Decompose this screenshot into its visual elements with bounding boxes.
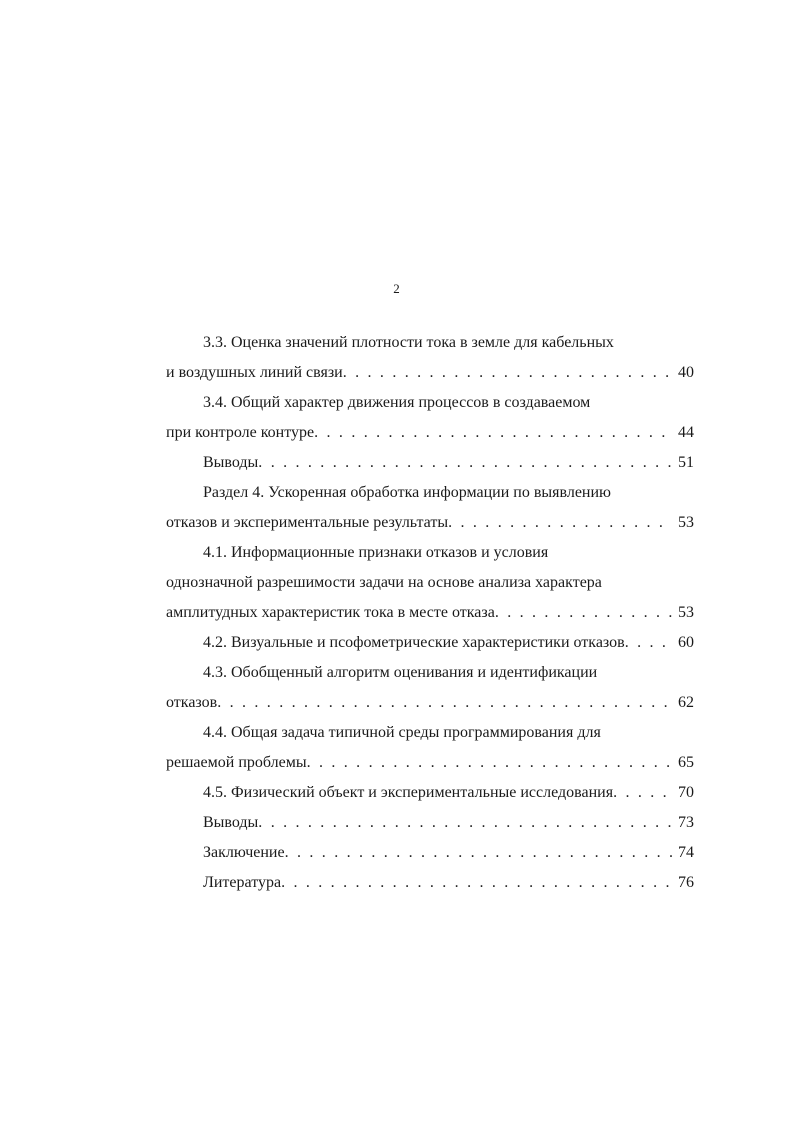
toc-entry-text: амплитудных характеристик тока в месте отказа [166, 604, 495, 621]
toc-entry-text: 3.3. Оценка значений плотности тока в земле для кабельных [203, 334, 614, 351]
toc-entry-text: отказов [166, 694, 218, 711]
toc-line [166, 448, 694, 478]
toc-page-number: 40 [678, 364, 694, 381]
toc-page-number: 51 [678, 454, 694, 471]
toc-line [166, 808, 694, 838]
dot-leader [625, 628, 672, 658]
toc-page-number: 76 [678, 874, 694, 891]
toc-entry-text: Литература [203, 874, 282, 891]
toc-line [166, 718, 694, 748]
toc-entry-text: при контроле контуре [166, 424, 315, 441]
toc-entry-text: Заключение [203, 844, 285, 861]
toc-page-number: 60 [678, 634, 694, 651]
toc-page-number: 44 [678, 424, 694, 441]
toc-entry-text: 4.3. Обобщенный алгоритм оценивания и идентификации [203, 664, 598, 681]
toc-line [166, 838, 694, 868]
toc-line [166, 568, 694, 598]
toc-line [166, 658, 694, 688]
toc-line [166, 478, 694, 508]
dot-leader [258, 448, 672, 478]
dot-leader [495, 598, 672, 628]
toc-entry-text: 4.5. Физический объект и экспериментальные исследования [203, 784, 614, 801]
dot-leader [217, 688, 672, 718]
toc-line [166, 538, 694, 568]
toc-line [166, 778, 694, 808]
toc-entry-text: 3.4. Общий характер движения процессов в создаваемом [203, 394, 591, 411]
toc-entry-text: Раздел 4. Ускоренная обработка информации по выявлению [203, 484, 611, 501]
toc-line [166, 418, 694, 448]
toc-entry-text: отказов и экспериментальные результаты [166, 514, 449, 531]
toc-page-number: 65 [678, 754, 694, 771]
dot-leader [281, 868, 672, 898]
toc-line [166, 748, 694, 778]
table-of-contents [166, 328, 694, 898]
toc-line [166, 598, 694, 628]
dot-leader [343, 358, 672, 388]
toc-entry-text: Выводы [203, 814, 259, 831]
toc-entry-text: 4.2. Визуальные и псофометрические характеристики отказов [203, 634, 625, 651]
toc-line [166, 688, 694, 718]
toc-entry-text: однозначной разрешимости задачи на основе анализа характера [166, 574, 602, 591]
dot-leader [448, 508, 672, 538]
toc-entry-text: и воздушных линий связи [166, 364, 343, 381]
page-number: 2 [393, 281, 400, 296]
toc-page-number: 74 [678, 844, 694, 861]
toc-page-number: 53 [678, 604, 694, 621]
toc-page-number: 70 [678, 784, 694, 801]
toc-page-number: 53 [678, 514, 694, 531]
dot-leader [285, 838, 672, 868]
toc-line [166, 868, 694, 898]
toc-entry-text: Выводы [203, 454, 259, 471]
toc-line [166, 328, 694, 358]
toc-line [166, 358, 694, 388]
dot-leader [314, 418, 672, 448]
toc-entry-text: 4.1. Информационные признаки отказов и условия [203, 544, 549, 561]
dot-leader [307, 748, 672, 778]
toc-page-number: 62 [678, 694, 694, 711]
toc-line [166, 628, 694, 658]
toc-entry-text: 4.4. Общая задача типичной среды программирования для [203, 724, 601, 741]
dot-leader [258, 808, 672, 838]
toc-page-number: 73 [678, 814, 694, 831]
toc-line [166, 508, 694, 538]
toc-line [166, 388, 694, 418]
dot-leader [613, 778, 672, 808]
toc-entry-text: решаемой проблемы [166, 754, 307, 771]
